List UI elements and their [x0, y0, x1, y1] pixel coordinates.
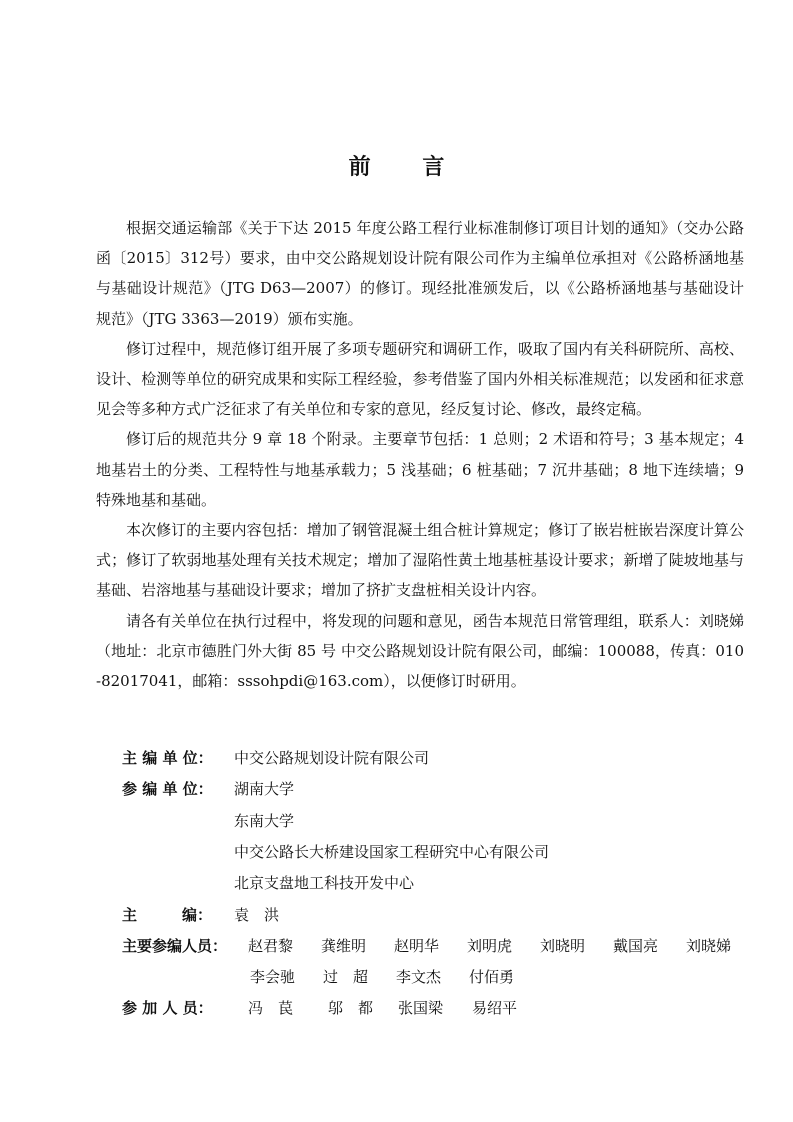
main-participant-2: 龚维明 — [321, 937, 367, 955]
main-participant-10: 李文杰 — [396, 968, 442, 986]
participating-units-row — [122, 774, 294, 805]
chief-unit-value: 中交公路规划设计院有限公司 — [234, 749, 430, 767]
paragraph-5: 请各有关单位在执行过程中，将发现的问题和意见，函告本规范日常管理组，联系人：刘晓娣（地址：北京市德胜门外大街 85 号 中交公路规划设计院有限公司，邮编：100088，传真：010-82017041，邮箱：sssohpdi@163.com），以便修订时研用。 — [96, 611, 744, 691]
paragraph-2: 修订过程中，规范修订组开展了多项专题研究和调研工作，吸取了国内有关科研院所、高校、设计、检测等单位的研究成果和实际工程经验，参考借鉴了国内外相关标准规范；以发函和征求意见会等多种方式广泛征求了有关单位和专家的意见，经反复讨论、修改，最终定稿。 — [96, 339, 744, 419]
chief-unit-label: 主 编 单 位： — [122, 749, 213, 767]
chief-unit-row — [122, 743, 429, 774]
participating-unit-2: 东南大学 — [234, 812, 295, 830]
chief-editor-value: 袁 洪 — [234, 906, 280, 924]
participating-units-label: 参 编 单 位： — [122, 780, 213, 798]
main-participant-5: 刘晓明 — [540, 937, 586, 955]
main-participant-3: 赵明华 — [394, 937, 440, 955]
participating-unit-4: 北京支盘地工科技开发中心 — [234, 874, 415, 892]
participants-label: 参 加 人 员： — [122, 999, 213, 1017]
paragraph-4: 本次修订的主要内容包括：增加了钢管混凝土组合桩计算规定；修订了嵌岩桩嵌岩深度计算公式；修订了软弱地基处理有关技术规定；增加了湿陷性黄土地基桩基设计要求；新增了陡坡地基与基础、岩溶地基与基础设计要求；增加了挤扩支盘桩相关设计内容。 — [96, 521, 744, 600]
main-participant-8: 李会驰 — [250, 968, 296, 986]
paragraph-1: 根据交通运输部《关于下达 2015 年度公路工程行业标准制修订项目计划的通知》（交办公路函〔2015〕312号）要求，由中交公路规划设计院有限公司作为主编单位承担对《公路桥涵地基与基础设计规范》（JTG D63—2007）的修订。现经批准颁发后，以《公路桥涵地基与基础设计规范》（JTG 3363—2019）颁布实施。 — [96, 219, 744, 328]
main-participant-7: 刘晓娣 — [686, 937, 732, 955]
participants-row — [122, 993, 517, 1024]
main-participant-4: 刘明虎 — [467, 937, 513, 955]
participant-4: 易绍平 — [472, 999, 518, 1017]
participant-1: 冯 苠 — [248, 999, 294, 1017]
main-participant-1: 赵君黎 — [248, 937, 294, 955]
main-participant-6: 戴国亮 — [613, 937, 659, 955]
main-participants-label: 主要参编人员： — [122, 937, 228, 955]
page-title: 前 言 — [348, 154, 467, 180]
main-participants-row — [122, 931, 731, 962]
main-participant-9: 过 超 — [323, 968, 369, 986]
main-participant-11: 付佰勇 — [469, 968, 515, 986]
chief-editor-row — [122, 900, 279, 931]
participating-unit-3: 中交公路长大桥建设国家工程研究中心有限公司 — [234, 843, 550, 861]
participant-2: 邬 都 — [328, 999, 374, 1017]
main-participants-line-2 — [250, 962, 514, 993]
chief-editor-label: 主 编： — [122, 906, 213, 924]
paragraph-3: 修订后的规范共分 9 章 18 个附录。主要章节包括：1 总则；2 术语和符号；3 基本规定；4 地基岩土的分类、工程特性与地基承载力；5 浅基础；6 桩基础；7 沉井基础；8 地下连续墙；9 特殊地基和基础。 — [96, 430, 744, 509]
participating-unit-1: 湖南大学 — [234, 780, 295, 798]
participant-3: 张国梁 — [398, 999, 444, 1017]
preface-body — [96, 213, 744, 696]
